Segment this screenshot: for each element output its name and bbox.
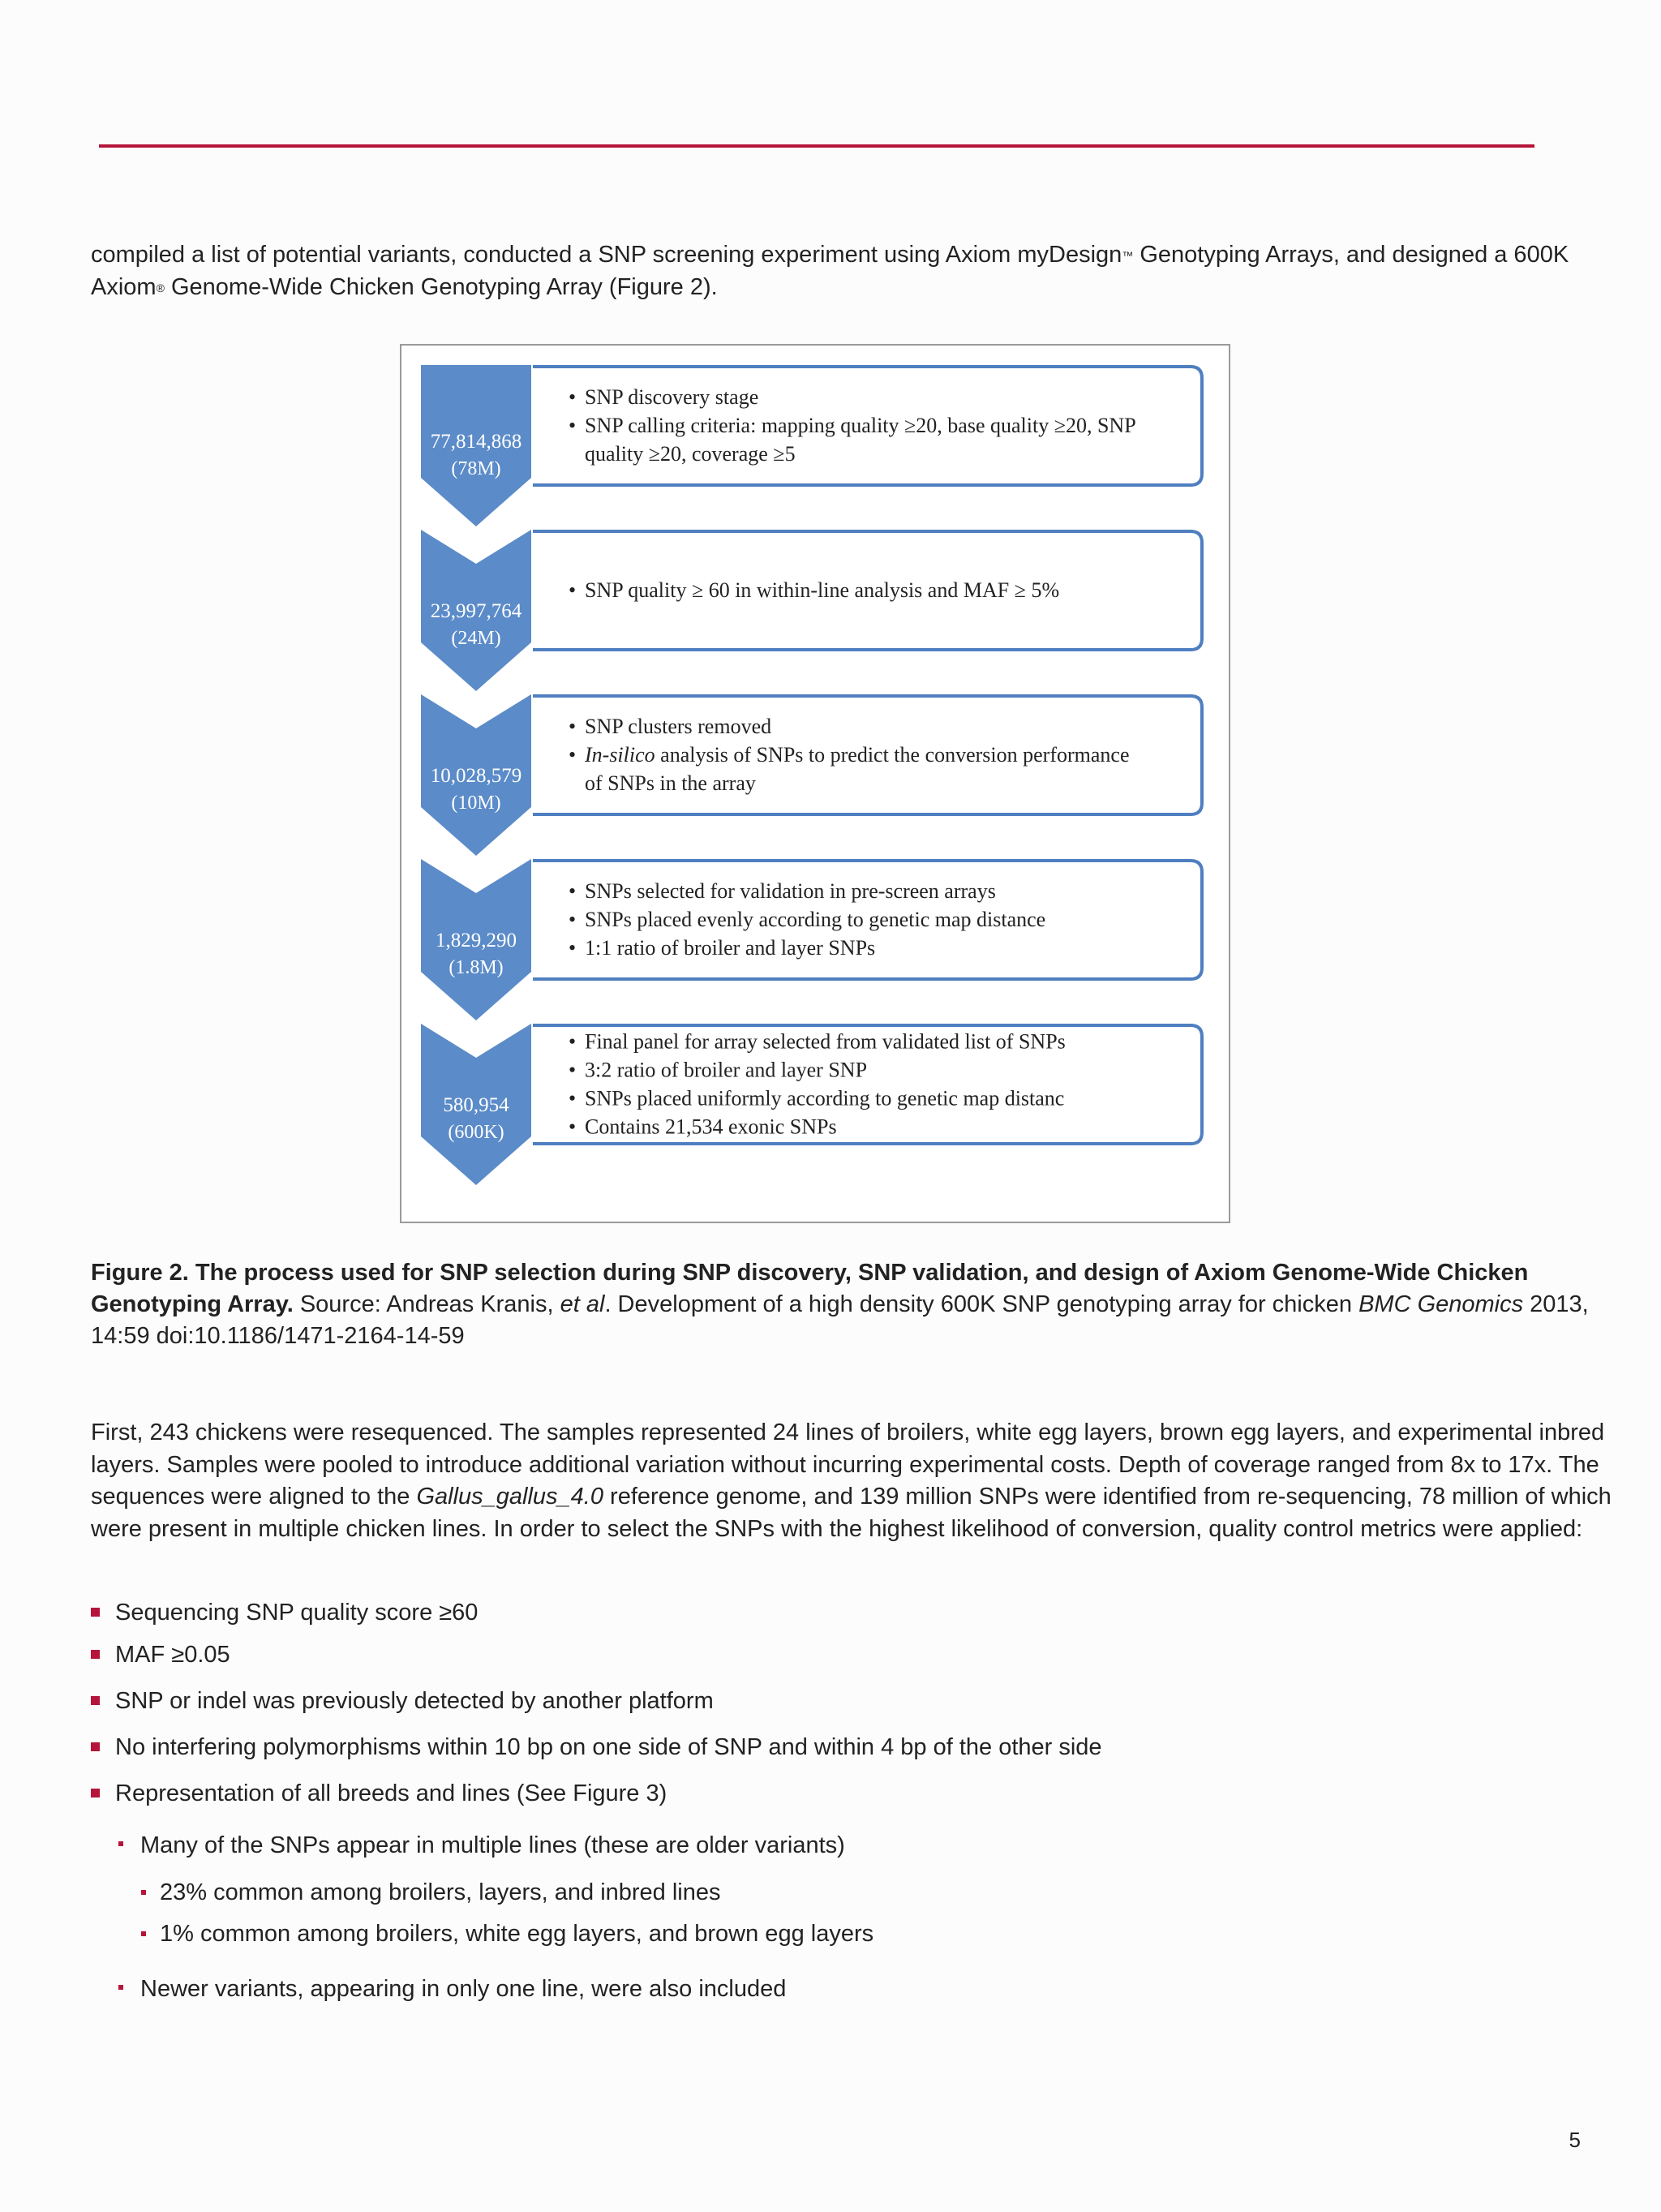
stage-criterion: In-silico analysis of SNPs to predict the conversion performance (585, 743, 1130, 767)
flowchart-diagram (401, 346, 1229, 1222)
snp-count: 580,954 (443, 1094, 509, 1116)
list-item-text: No interfering polymorphisms within 10 bp on one side of SNP and within 4 bp of the other side (115, 1734, 1102, 1760)
stage-criterion: Contains 21,534 exonic SNPs (585, 1115, 837, 1139)
bullet-icon: • (569, 1058, 577, 1082)
list-item-text: SNP or indel was previously detected by another platform (115, 1688, 714, 1714)
bullet-icon: • (569, 936, 577, 960)
body-text: First, 243 chickens were resequenced. The samples represented 24 lines of broilers, white egg layers, brown egg layers, and experimental inbred layers. Samples were pooled to introduce additional variation without incurring experimental costs. Depth of coverage ranged from 8x to 17x. The sequences were aligned to the (91, 1420, 1605, 1510)
stage-criterion: of SNPs in the array (585, 771, 756, 795)
figure-caption (91, 1257, 1616, 1352)
list-item-text: Representation of all breeds and lines (See Figure 3) (115, 1780, 667, 1806)
bullet-icon (91, 1789, 100, 1798)
header-rule (99, 144, 1534, 148)
list-item-text: Many of the SNPs appear in multiple lines (these are older variants) (140, 1832, 845, 1858)
list-item-text: Sequencing SNP quality score ≥60 (115, 1600, 479, 1626)
bullet-icon (91, 1650, 100, 1659)
list-item (115, 1779, 667, 1808)
stage-criterion: SNPs placed uniformly according to genetic map distanc (585, 1086, 1065, 1110)
body-paragraph (91, 1417, 1616, 1545)
stage-criterion: SNPs placed evenly according to genetic map distance (585, 908, 1046, 931)
stage-criterion: 1:1 ratio of broiler and layer SNPs (585, 936, 876, 960)
snp-count: 77,814,868 (430, 431, 522, 453)
figure-2-flowchart (400, 344, 1230, 1223)
caption-doi: 2013, 14:59 doi:10.1186/1471-2164-14-59 (91, 1291, 1589, 1349)
list-item (115, 1686, 714, 1716)
page-number: 5 (1569, 2128, 1581, 2152)
subsublist-item (160, 1919, 873, 1948)
bullet-icon (91, 1696, 100, 1705)
bullet-icon: • (569, 578, 577, 602)
sublist-item (140, 1974, 786, 2004)
snp-count-abbr: (10M) (451, 792, 501, 814)
bullet-icon: • (569, 385, 577, 409)
caption-source: . Development of a high density 600K SNP genotyping array for chicken (604, 1291, 1359, 1317)
list-item-text: Newer variants, appearing in only one line, were also included (140, 1976, 787, 2002)
list-item-text: 23% common among broilers, layers, and inbred lines (160, 1879, 721, 1905)
stage-criterion: Final panel for array selected from validated list of SNPs (585, 1029, 1066, 1054)
intro-text: Genotyping Arrays, and designed a 600K Axiom (91, 242, 1569, 300)
body-text: reference genome, and 139 million SNPs were identified from re-sequencing, 78 million of which were present in multiple chicken lines. In order to select the SNPs with the highest likelihood of conversion, quality control metrics were applied: (91, 1484, 1612, 1542)
snp-count-abbr: (600K) (448, 1122, 504, 1143)
bullet-icon (141, 1890, 146, 1895)
bullet-icon: • (569, 879, 577, 903)
bullet-icon: • (569, 1086, 577, 1110)
sublist-item (140, 1831, 845, 1860)
stage-criterion: 3:2 ratio of broiler and layer SNP (585, 1058, 868, 1082)
snp-count: 10,028,579 (430, 765, 522, 787)
bullet-icon: • (569, 715, 577, 738)
snp-count-abbr: (1.8M) (449, 957, 504, 978)
caption-title: Figure 2. The process used for SNP selection during SNP discovery, SNP validation, and design of Axiom Genome-Wide Chicken Genotyping Array. (91, 1260, 1529, 1317)
snp-count: 23,997,764 (430, 600, 522, 622)
registered-symbol: ® (156, 281, 165, 294)
bullet-icon (118, 1841, 123, 1846)
bullet-icon: • (569, 1029, 577, 1054)
bullet-icon (118, 1985, 123, 1990)
bullet-icon (141, 1931, 146, 1936)
bullet-icon: • (569, 908, 577, 931)
bullet-icon (91, 1608, 100, 1617)
list-item (115, 1598, 478, 1627)
snp-count: 1,829,290 (436, 930, 517, 951)
stage-criterion: SNP clusters removed (585, 715, 772, 738)
caption-etal: et al (560, 1291, 605, 1317)
trademark-symbol: ™ (1122, 249, 1134, 262)
caption-journal: BMC Genomics (1358, 1291, 1524, 1317)
reference-genome-name: Gallus_gallus_4.0 (416, 1484, 603, 1510)
stage-criterion: SNP discovery stage (585, 385, 759, 409)
subsublist-item (160, 1878, 721, 1907)
list-item (115, 1640, 230, 1669)
bullet-icon: • (569, 743, 577, 767)
stage-criterion: quality ≥20, coverage ≥5 (585, 442, 796, 466)
snp-count-abbr: (24M) (451, 628, 501, 649)
stage-criterion: SNP calling criteria: mapping quality ≥20, base quality ≥20, SNP (585, 414, 1136, 437)
caption-source: Source: Andreas Kranis, (293, 1291, 560, 1317)
intro-text: Genome-Wide Chicken Genotyping Array (Figure 2). (164, 274, 718, 300)
list-item-text: 1% common among broilers, white egg layers, and brown egg layers (160, 1921, 874, 1947)
bullet-icon (91, 1742, 100, 1751)
stage-criterion: SNP quality ≥ 60 in within-line analysis and MAF ≥ 5% (585, 578, 1060, 602)
list-item (115, 1733, 1102, 1762)
intro-text: compiled a list of potential variants, conducted a SNP screening experiment using Axiom myDesign (91, 242, 1122, 268)
intro-paragraph (91, 239, 1616, 304)
bullet-icon: • (569, 414, 577, 437)
bullet-icon: • (569, 1115, 577, 1139)
snp-count-abbr: (78M) (451, 458, 501, 479)
stage-criterion: SNPs selected for validation in pre-screen arrays (585, 879, 996, 903)
list-item-text: MAF ≥0.05 (115, 1642, 230, 1668)
